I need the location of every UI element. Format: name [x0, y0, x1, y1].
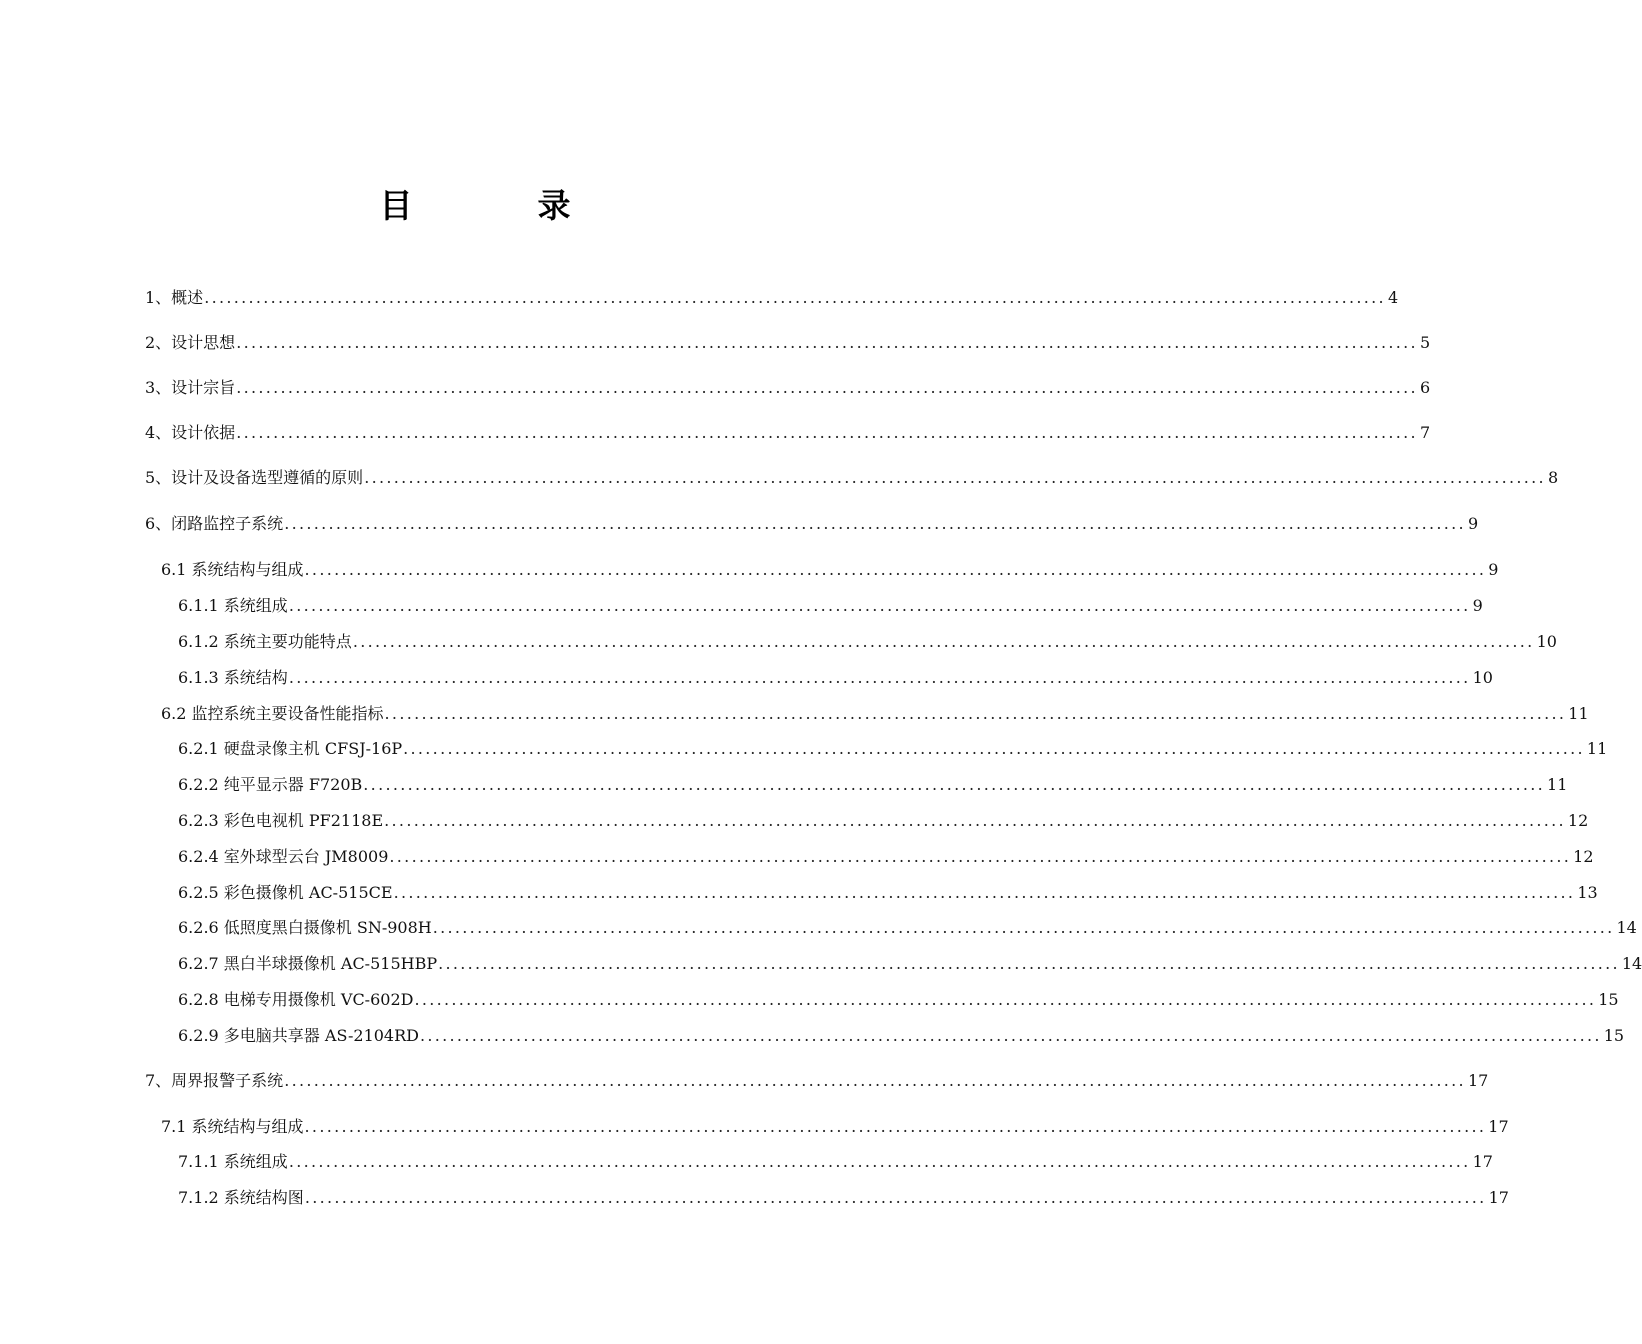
toc-entry-label: 6.2.4 室外球型云台 JM8009 — [178, 847, 389, 866]
toc-entry-page: 17 — [1488, 1117, 1509, 1136]
toc-leader-dots: ................................................................................................................................................................ — [284, 1071, 1466, 1090]
toc-entry[interactable] — [145, 377, 1431, 399]
toc-leader-dots: ................................................................................................................................................................ — [304, 1188, 1487, 1207]
toc-entry-page: 11 — [1547, 775, 1568, 794]
toc-entry-page: 5 — [1419, 333, 1431, 352]
toc-leader-dots: ................................................................................................................................................................ — [363, 775, 1546, 794]
toc-entry-page: 8 — [1547, 468, 1559, 487]
toc-entry[interactable] — [178, 1151, 1493, 1173]
toc-leader-dots: ................................................................................................................................................................ — [389, 847, 1572, 866]
toc-entry-label: 7.1 系统结构与组成 — [161, 1117, 304, 1136]
toc-entry-label: 6.2.6 低照度黑白摄像机 SN-908H — [178, 918, 432, 937]
toc-entry-page: 7 — [1419, 423, 1431, 442]
toc-entry[interactable] — [178, 953, 1642, 975]
toc-entry-page: 12 — [1567, 811, 1589, 830]
toc-leader-dots: ................................................................................................................................................................ — [284, 514, 1466, 533]
toc-entry-label: 6.2.9 多电脑共享器 AS-2104RD — [178, 1026, 419, 1045]
toc-entry-page: 17 — [1488, 1188, 1509, 1207]
toc-entry-page: 15 — [1598, 990, 1619, 1009]
toc-entry-label: 6.1.3 系统结构 — [178, 668, 288, 687]
toc-leader-dots: ................................................................................................................................................................ — [420, 1026, 1602, 1045]
toc-entry-label: 6.1.1 系统组成 — [178, 596, 288, 615]
toc-entry[interactable] — [145, 332, 1431, 354]
toc-leader-dots: ................................................................................................................................................................ — [352, 632, 1535, 651]
toc-leader-dots: ................................................................................................................................................................ — [236, 333, 1418, 352]
toc-leader-dots: ................................................................................................................................................................ — [236, 423, 1418, 442]
toc-entry[interactable] — [178, 738, 1608, 760]
toc-entry-page: 10 — [1472, 668, 1493, 687]
toc-entry[interactable] — [178, 989, 1619, 1011]
toc-entry-label: 1、概述 — [145, 288, 204, 307]
toc-entry[interactable] — [178, 631, 1557, 653]
toc-entry-label: 5、设计及设备选型遵循的原则 — [145, 468, 364, 487]
toc-leader-dots: ................................................................................................................................................................ — [304, 560, 1487, 579]
toc-entry-page: 14 — [1621, 954, 1642, 973]
toc-entry-page: 9 — [1488, 560, 1499, 579]
toc-entry-label: 6.2.3 彩色电视机 PF2118E — [178, 811, 384, 830]
toc-entry-label: 6.2.2 纯平显示器 F720B — [178, 775, 363, 794]
page-title: 目 录 — [379, 186, 617, 225]
toc-leader-dots: ................................................................................................................................................................ — [204, 288, 1386, 307]
toc-entry[interactable] — [178, 1187, 1509, 1209]
toc-entry[interactable] — [178, 1025, 1625, 1047]
toc-entry-page: 9 — [1467, 514, 1479, 533]
toc-leader-dots: ................................................................................................................................................................ — [432, 918, 1615, 937]
toc-entry[interactable] — [161, 559, 1499, 581]
toc-leader-dots: ................................................................................................................................................................ — [414, 990, 1597, 1009]
toc-entry[interactable] — [161, 1116, 1509, 1138]
toc-entry-page: 15 — [1603, 1026, 1625, 1045]
toc-entry[interactable] — [145, 513, 1479, 535]
toc-entry-label: 6.2.5 彩色摄像机 AC-515CE — [178, 883, 393, 902]
toc-leader-dots: ................................................................................................................................................................ — [304, 1117, 1487, 1136]
toc-entry-page: 13 — [1577, 883, 1598, 902]
toc-entry-page: 6 — [1419, 378, 1431, 397]
toc-entry-page: 11 — [1568, 704, 1589, 723]
toc-entry-label: 2、设计思想 — [145, 333, 236, 352]
toc-entry-page: 9 — [1472, 596, 1483, 615]
toc-entry-label: 4、设计依据 — [145, 423, 236, 442]
toc-entry-page: 11 — [1586, 739, 1608, 758]
toc-entry-label: 7、周界报警子系统 — [145, 1071, 284, 1090]
toc-entry-page: 17 — [1472, 1152, 1493, 1171]
toc-leader-dots: ................................................................................................................................................................ — [288, 1152, 1471, 1171]
toc-leader-dots: ................................................................................................................................................................ — [236, 378, 1418, 397]
toc-entry-label: 7.1.2 系统结构图 — [178, 1188, 304, 1207]
toc-entry[interactable] — [178, 667, 1493, 689]
toc-leader-dots: ................................................................................................................................................................ — [364, 468, 1546, 487]
toc-entry-label: 6.2.7 黑白半球摄像机 AC-515HBP — [178, 954, 438, 973]
toc-entry[interactable] — [145, 467, 1559, 489]
toc-entry-page: 12 — [1573, 847, 1594, 866]
toc-entry-label: 6.1.2 系统主要功能特点 — [178, 632, 352, 651]
toc-entry-label: 6.2.8 电梯专用摄像机 VC-602D — [178, 990, 414, 1009]
toc-entry-label: 6.2 监控系统主要设备性能指标 — [161, 704, 384, 723]
toc-entry-label: 6.2.1 硬盘录像主机 CFSJ-16P — [178, 739, 403, 758]
toc-entry[interactable] — [161, 703, 1589, 725]
toc-entry[interactable] — [178, 774, 1568, 796]
toc-entry[interactable] — [145, 1070, 1489, 1092]
toc-entry-label: 6、闭路监控子系统 — [145, 514, 284, 533]
toc-entry[interactable] — [178, 917, 1637, 939]
toc-leader-dots: ................................................................................................................................................................ — [288, 668, 1471, 687]
toc-leader-dots: ................................................................................................................................................................ — [438, 954, 1620, 973]
toc-entry[interactable] — [145, 287, 1399, 309]
toc-leader-dots: ................................................................................................................................................................ — [403, 739, 1585, 758]
toc-entry-page: 4 — [1387, 288, 1399, 307]
toc-entry-page: 14 — [1616, 918, 1637, 937]
toc-entry[interactable] — [178, 882, 1598, 904]
toc-leader-dots: ................................................................................................................................................................ — [384, 704, 1567, 723]
toc-leader-dots: ................................................................................................................................................................ — [393, 883, 1576, 902]
toc-entry-label: 7.1.1 系统组成 — [178, 1152, 288, 1171]
toc-leader-dots: ................................................................................................................................................................ — [384, 811, 1566, 830]
toc-leader-dots: ................................................................................................................................................................ — [288, 596, 1471, 615]
toc-entry[interactable] — [178, 846, 1594, 868]
toc-entry[interactable] — [178, 810, 1589, 832]
toc-entry-page: 17 — [1467, 1071, 1489, 1090]
toc-entry-label: 3、设计宗旨 — [145, 378, 236, 397]
toc-entry[interactable] — [145, 422, 1431, 444]
toc-entry-label: 6.1 系统结构与组成 — [161, 560, 304, 579]
toc-entry[interactable] — [178, 595, 1483, 617]
toc-entry-page: 10 — [1536, 632, 1557, 651]
